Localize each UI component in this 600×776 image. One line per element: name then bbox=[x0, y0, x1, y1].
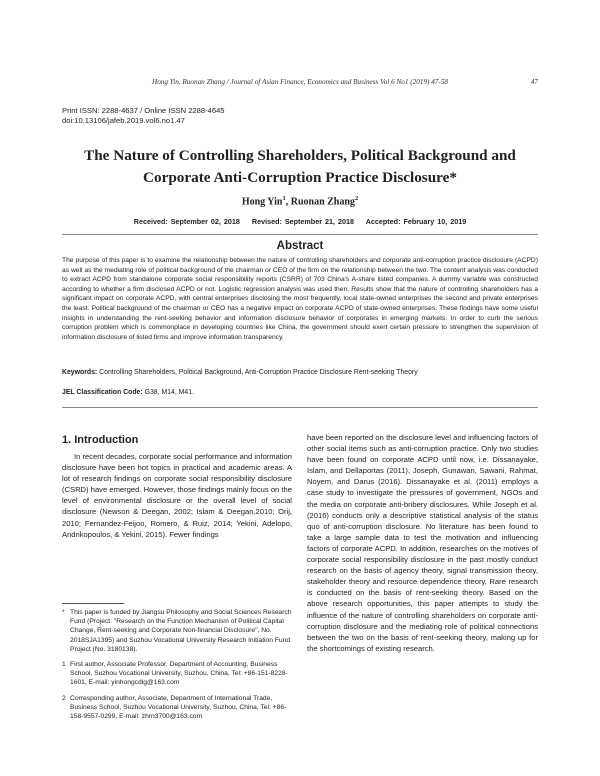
title-line-2: Corporate Anti-Corruption Practice Disclosure* bbox=[143, 169, 457, 186]
keywords-label: Keywords: bbox=[62, 369, 98, 376]
author-line bbox=[0, 195, 600, 207]
received-date: Received: September 02, 2018 bbox=[133, 217, 240, 226]
issn-block bbox=[62, 106, 225, 126]
paper-title bbox=[40, 145, 560, 189]
keywords bbox=[62, 369, 538, 376]
author-2-affiliation-mark: 2 bbox=[354, 195, 359, 202]
abstract-heading: Abstract bbox=[276, 240, 324, 252]
revised-date: Revised: September 21, 2018 bbox=[251, 217, 354, 226]
jel-codes bbox=[62, 389, 538, 396]
issn-line: Print ISSN: 2288-4637 / Online ISSN 2288-4645 bbox=[62, 106, 225, 115]
footnote-mark: * bbox=[62, 609, 65, 616]
author-1-affiliation-mark: 1 bbox=[282, 195, 286, 202]
jel-label: JEL Classification Code: bbox=[62, 389, 143, 396]
footnote-funding bbox=[62, 608, 292, 654]
author-2: Ruonan Zhang bbox=[290, 196, 355, 208]
footnote-text: This paper is funded by Jiangsu Philosophy and Social Sciences Research Fund (Project: "Research on the Function Mechanism of Political Capital Change, Rent-seeking and Corporate Non-financial Disclosure", No. 2018SJA1395) and Suzhou Vocational University Research Initiation Fund Project (No. 3180138). bbox=[70, 609, 292, 653]
keywords-text: Controlling Shareholders, Political Background, Anti-Corruption Practice Disclosure Rent-seeking Theory bbox=[97, 369, 418, 376]
author-1: Hong Yin bbox=[241, 196, 283, 208]
introduction-paragraph-right: have been reported on the disclosure level and influencing factors of other social items such as anti-corruption practice. Only two studies have been found on corporate ACPD until now, i.e. Dissanayake, Islam, and Dellaportas (2011), Joseph, Gunawan, Sawani, Rahmat, Noyem, and Darus (2016). Dissanayake et al. (2011) employs a case study to investigate the pressures of government, NGOs and the media on corporate anti-bribery disclosures. While Joseph et al. (2016) conducts only a descriptive statistical analysis of the status quo of anti-corruption disclosure. No literature has been found to take a large sample data to test the motivation and influencing factors of corporate ACPD. In addition, researches on the motives of corporate social responsibility disclosure in the past mostly conduct research on the basis of agency theory, signal transmission theory, stakeholder theory and resource dependence theory. Rare research is conducted on the basis of rent-seeking theory. Based on the above research opportunities, this paper attempts to study the influence of the nature of controlling shareholders on corporate anti-corruption disclosure and the mediating role of political connections between the two on the basis of rent-seeking theory, making up for the shortcomings of existing research. bbox=[307, 433, 538, 653]
author-separator: , bbox=[285, 196, 291, 208]
top-divider bbox=[62, 234, 538, 235]
left-column bbox=[62, 434, 292, 540]
footnote-author-2 bbox=[62, 694, 292, 722]
footnote-author-1 bbox=[62, 660, 292, 688]
page-number: 47 bbox=[530, 78, 538, 86]
footnote-divider bbox=[62, 603, 124, 604]
footnote-text: First author, Associate Professor, Department of Accounting, Business School, Suzhou Vocational University, Suzhou, China, Tel: +86-151-8228-1601, E-mail: yinhongcdlg@163.com bbox=[70, 661, 288, 687]
introduction-paragraph-left: In recent decades, corporate social performance and information disclosure have been hot topics in practical and academic areas. A lot of research findings on corporate social responsibility disclosure (CSRD) have emerged. However, those findings mainly focus on the level of environmental disclosure or the overall level of social disclosure (Newson & Deegan, 2002; Islam & Deegan,2010; Orij, 2010; Fernandez-Feijoo, Romero, & Ruiz, 2014; Yekini, Adelopo, Andrikopoulos, & Yekini, 2015). Fewer findings bbox=[62, 452, 292, 539]
footnote-mark: 1 bbox=[62, 661, 66, 669]
footnotes bbox=[62, 608, 292, 727]
footnote-mark: 2 bbox=[62, 694, 66, 702]
introduction-heading: 1. Introduction bbox=[62, 434, 139, 446]
bottom-divider bbox=[62, 407, 538, 408]
abstract-text: The purpose of this paper is to examine the relationship between the nature of controlling shareholders and corporate anti-corruption practice disclosure (ACPD) as well as the mediating role of political background of the chairman or CEO of the firm on the relationship between the two. The content analysis was conducted to extract ACPD from standalone corporate social responsibility reports (CSRR) of 703 China's A-share listed companies. A dummy variable was constructed according to whether a firm disclosed ACPD or not. Logistic regression analysis was used then. Results show that the nature of controlling shareholders has a significant impact on corporate ACPD, with central enterprises disclosing the most frequently, local state-owned enterprises the second and private enterprises the least. Political background of the chairman or CEO has a negative impact on corporate ACPD of state-owned enterprises. These findings have some useful insights in understanding the rent-seeking behavior and information disclosure behavior of corporates in emerging markets. In order to curb the serious corruption problem which is commonplace in developing countries like China, the government should exert certain pressure to strengthen the supervision of information disclosure of listed firms and improve information transparency. bbox=[62, 257, 538, 341]
submission-dates bbox=[0, 217, 600, 226]
accepted-date: Accepted: February 10, 2019 bbox=[365, 217, 467, 226]
jel-text: G38, M14, M41. bbox=[142, 389, 194, 396]
running-header-text: Hong Yin, Ruonan Zhang / Journal of Asian Finance, Economics and Business Vol 6 No1 (2019) 47-58 bbox=[152, 78, 449, 86]
doi-line: doi:10.13106/jafeb.2019.vol6.no1.47 bbox=[62, 116, 185, 125]
title-line-1: The Nature of Controlling Shareholders, Political Background and bbox=[84, 147, 516, 164]
footnote-text: Corresponding author, Associate, Department of International Trade, Business School, Suzhou Vocational University, Suzhou, China, Tel: +86-158-9557-0299, E-mail: zhrn3700@163.com bbox=[70, 694, 287, 721]
